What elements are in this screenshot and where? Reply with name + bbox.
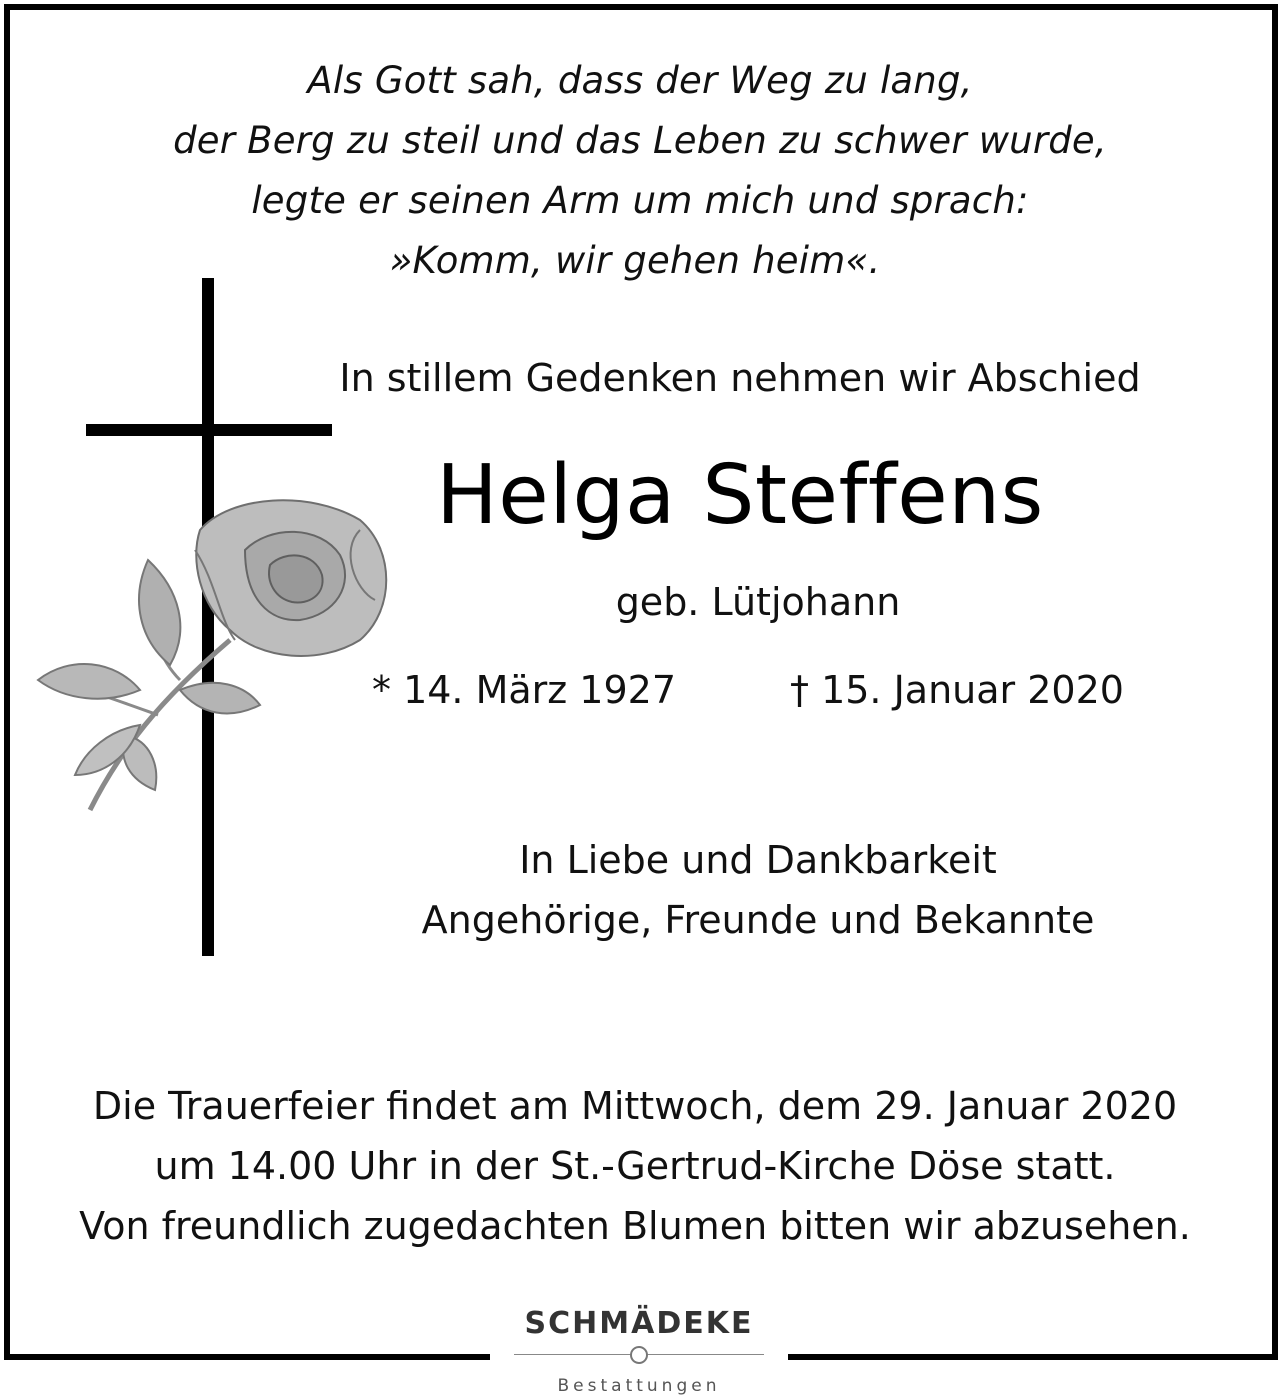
notice-line: Die Trauerfeier findet am Mittwoch, dem 29. Januar 2020 (92, 1084, 1178, 1128)
deceased-name: Helga Steffens (436, 448, 1044, 543)
poem-line: legte er seinen Arm um mich und sprach: (251, 179, 1029, 222)
intro-text: In stillem Gedenken nehmen wir Abschied (339, 356, 1141, 400)
poem-line: der Berg zu steil und das Leben zu schwer wurde, (173, 119, 1107, 162)
logo-subtitle: Bestattungen (557, 1376, 721, 1396)
poem-line: »Komm, wir gehen heim«. (389, 239, 881, 282)
cross-horizontal-bar (86, 424, 332, 436)
undertaker-logo (490, 1296, 788, 1399)
logo-ring-icon (630, 1346, 648, 1364)
maiden-name: geb. Lütjohann (615, 580, 901, 624)
poem-line: Als Gott sah, dass der Weg zu lang, (307, 59, 973, 102)
birth-date: * 14. März 1927 (372, 668, 677, 712)
notice-line: um 14.00 Uhr in der St.-Gertrud-Kirche Döse statt. (154, 1144, 1116, 1188)
logo-name: SCHMÄDEKE (524, 1306, 754, 1341)
signoff-line: In Liebe und Dankbarkeit (519, 838, 997, 882)
notice-line: Von freundlich zugedachten Blumen bitten wir abzusehen. (79, 1204, 1191, 1248)
death-date: † 15. Januar 2020 (790, 668, 1124, 712)
signoff-line: Angehörige, Freunde und Bekannte (421, 898, 1095, 942)
